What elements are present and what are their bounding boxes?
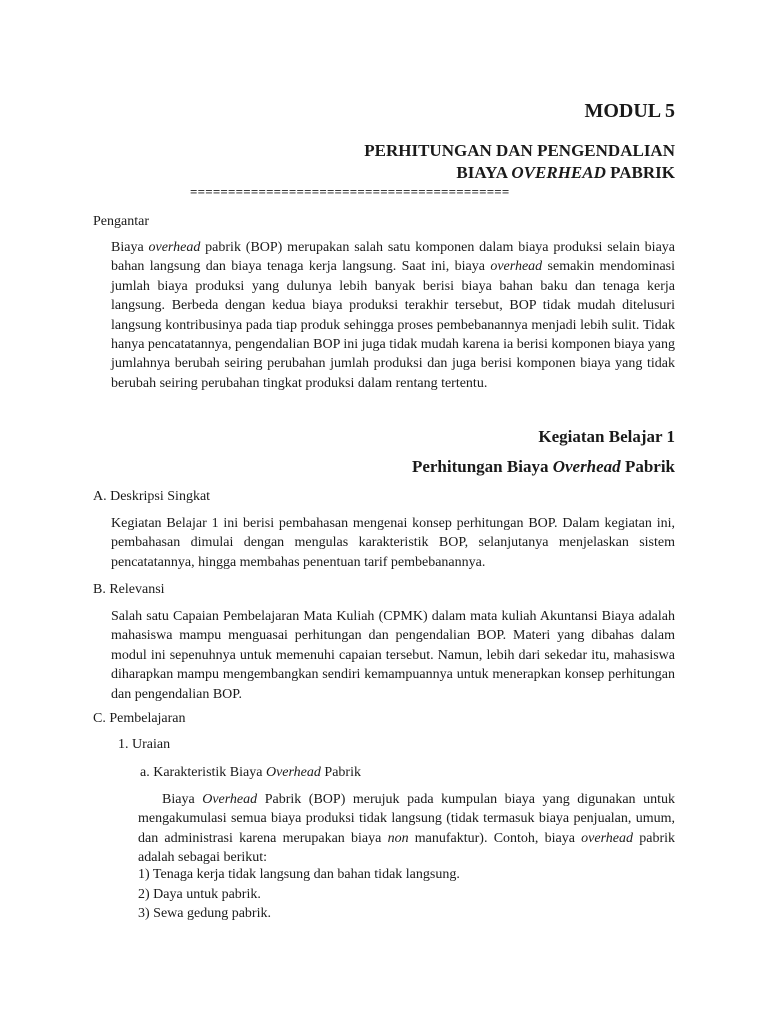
section-b-paragraph: Salah satu Capaian Pembelajaran Mata Kuliah (CPMK) dalam mata kuliah Akuntansi Biaya adalah mahasiswa mampu menguasai perhitungan dan pengendalian BOP. Materi yang dibahas dalam modul ini sepenuhnya untuk memenuhi capaian tersebut. Namun, lebih dari sekedar itu, mahasiswa diharapkan mampu mengembangkan sendiri kemampuannya untuk menerapkan konsep perhitungan dan pengendalian BOP. [111, 609, 675, 702]
module-number: MODUL 5 [584, 100, 675, 122]
section-c-heading: C. Pembelajaran [93, 711, 186, 726]
pengantar-heading: Pengantar [93, 214, 149, 229]
pengantar-paragraph: Biaya overhead pabrik (BOP) merupakan salah satu komponen dalam biaya produksi selain biaya bahan langsung dan biaya tenaga kerja langsung. Saat ini, biaya overhead semakin mendominasi jumlah biaya produksi yang dulunya lebih banyak berisi biaya bahan baku dan tenaga kerja langsung. Berbeda dengan kedua biaya produksi terakhir tersebut, BOP tidak mudah ditelusuri langsung kontribusinya pada tiap produk sehingga proses pembebanannya menjadi lebih sulit. Tidak hanya pencatatannya, pengendalian BOP ini juga tidak mudah karena ia berisi komponen biaya yang jumlahnya berubah seiring perubahan jumlah produksi dan juga berisi komponen biaya yang tidak berubah seiring perubahan tingkat produksi dalam rentang tertentu. [111, 240, 676, 391]
list-item: 2) Daya untuk pabrik. [138, 887, 261, 902]
subsection-a-paragraph: Biaya Overhead Pabrik (BOP) merujuk pada kumpulan biaya yang digunakan untuk mengakumulasi semua biaya produksi tidak langsung (tidak termasuk biaya penjualan, umum, dan administrasi karena merupakan biaya non manufaktur). Contoh, biaya overhead pabrik adalah sebagai berikut: [138, 792, 675, 866]
module-title-line1: PERHITUNGAN DAN PENGENDALIAN [364, 141, 675, 160]
subsection-a-heading: a. Karakteristik Biaya Overhead Pabrik [140, 765, 361, 780]
module-title-line2: BIAYA OVERHEAD PABRIK [456, 163, 675, 182]
section-a-heading: A. Deskripsi Singkat [93, 489, 211, 504]
list-item: 3) Sewa gedung pabrik. [138, 906, 271, 921]
subsection-1-heading: 1. Uraian [118, 737, 171, 752]
list-item: 1) Tenaga kerja tidak langsung dan bahan tidak langsung. [138, 867, 460, 882]
kegiatan-belajar-label: Kegiatan Belajar 1 [538, 427, 675, 446]
section-b-heading: B. Relevansi [93, 582, 165, 597]
section-a-paragraph: Kegiatan Belajar 1 ini berisi pembahasan mengenai konsep perhitungan BOP. Dalam kegiatan ini, pembahasan dimulai dengan mengulas karakteristik BOP, selanjutanya menjelaskan sistem pencatatannya, hingga membahas penentuan tarif pembebanannya. [111, 516, 675, 570]
kegiatan-belajar-title: Perhitungan Biaya Overhead Pabrik [411, 457, 675, 476]
title-separator: ========================================== [190, 184, 510, 199]
